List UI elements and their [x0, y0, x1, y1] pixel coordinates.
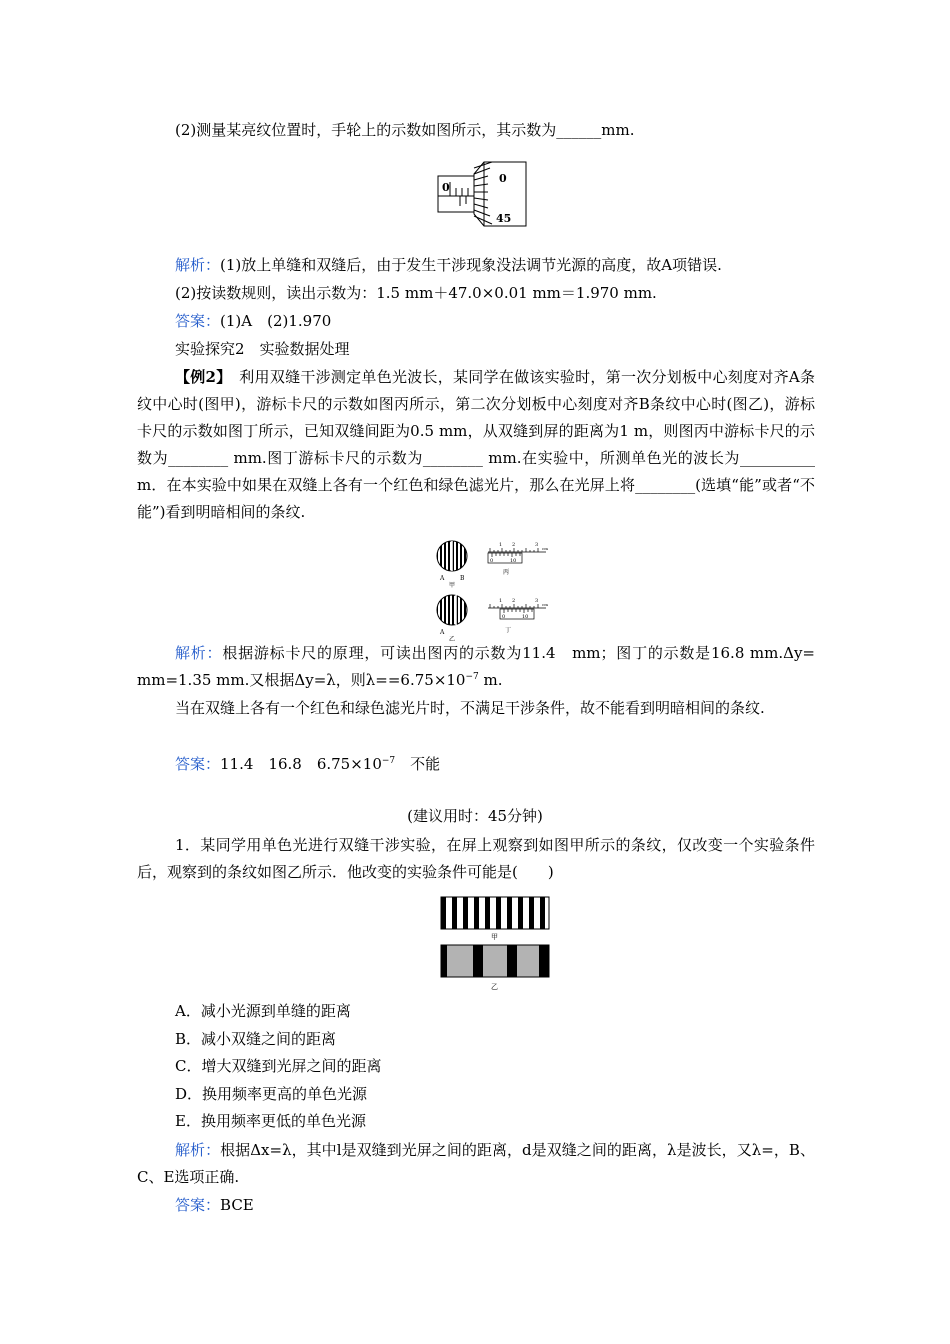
answer-label: 答案： [175, 1196, 221, 1214]
answer-text: BCE [220, 1196, 254, 1214]
answer-1 [175, 309, 331, 333]
label-yi: 乙 [449, 636, 456, 642]
vernier-bing-10: 10 [510, 558, 517, 564]
answer-2 [175, 752, 440, 776]
analysis-text-1: 根据游标卡尺的原理，可读出图丙的示数为11.4 mm；图丁的示数是16.8 mm.Δy= mm=1.35 mm.又根据Δy=λ，则λ==6.75×10 [137, 644, 815, 689]
label-bing: 丙 [503, 569, 510, 576]
analysis-text: (1)放上单缝和双缝后，由于发生干涉现象没法调节光源的高度，故A项错误. [220, 256, 722, 274]
question-1-analysis [137, 1137, 815, 1191]
example-tag: 【例2】 [175, 368, 225, 386]
micrometer-figure [436, 160, 528, 228]
tick-bing-2: 2 [512, 542, 516, 548]
unit-ding: cm [542, 602, 549, 607]
label-yi-fringe: 乙 [491, 983, 498, 991]
label-jia: 甲 [449, 582, 456, 589]
question-1-stem: 1．某同学用单色光进行双缝干涉实验，在屏上观察到如图甲所示的条纹，仅改变一个实验条件后，观察到的条纹如图乙所示．他改变的实验条件可能是( ) [137, 836, 815, 881]
tick-ding-2: 2 [512, 598, 516, 604]
vernier-ding-0: 0 [502, 614, 506, 620]
time-hint: (建议用时：45分钟) [407, 807, 543, 825]
unit-bing: cm [542, 546, 549, 551]
analysis-text: 根据Δx=λ，其中l是双缝到光屏之间的距离，d是双缝之间的距离，λ是波长，又λ=，B、C、E选项正确. [137, 1141, 815, 1186]
fringe-figure [440, 896, 550, 992]
option-c: C．增大双缝到光屏之间的距离 [175, 1057, 382, 1075]
example-2-figure [432, 538, 556, 642]
option-d: D．换用频率更高的单色光源 [175, 1085, 368, 1103]
analysis-2-paragraph [137, 640, 815, 694]
micrometer-scale-top: 0 [499, 172, 507, 185]
label-B-top: B [460, 575, 465, 582]
answer-text: (1)A (2)1.970 [220, 312, 332, 330]
analysis-label: 解析： [175, 644, 223, 662]
label-jia-fringe: 甲 [491, 933, 498, 941]
analysis-exponent: −7 [465, 672, 479, 682]
answer-text-end: 不能 [395, 755, 441, 773]
answer-label: 答案： [175, 312, 221, 330]
analysis-label: 解析： [175, 256, 221, 274]
tick-bing-3: 3 [535, 542, 539, 548]
vernier-bing-0: 0 [490, 558, 494, 564]
answer-exponent: −7 [381, 756, 396, 766]
option-e: E．换用频率更低的单色光源 [175, 1112, 366, 1130]
analysis-1-line-2: (2)按读数规则，读出示数为：1.5 mm＋47.0×0.01 mm＝1.970 mm. [175, 284, 657, 302]
analysis-1-line-1 [175, 253, 722, 277]
label-ding: 丁 [505, 627, 512, 634]
tick-ding-1: 1 [499, 598, 503, 604]
label-A-top: A [440, 575, 445, 582]
tick-bing-1: 1 [499, 542, 503, 548]
analysis-2-paragraph-2: 当在双缝上各有一个红色和绿色滤光片时，不满足干涉条件，故不能看到明暗相间的条纹. [175, 699, 765, 717]
question-2-prompt: (2)测量某亮纹位置时，手轮上的示数如图所示，其示数为______mm. [175, 121, 635, 139]
analysis-text-1-end: m. [478, 671, 503, 689]
analysis-label: 解析： [175, 1141, 221, 1159]
example-text: 利用双缝干涉测定单色光波长，某同学在做该实验时，第一次分划板中心刻度对齐A条纹中心时(图甲)，游标卡尺的示数如图丙所示，第二次分划板中心刻度对齐B条纹中心时(图乙)，游标卡尺的示数如图丁所示，已知双缝间距为0.5 mm，从双缝到屏的距离为1 m，则图丙中游标卡尺的示数为________ mm.图丁游标卡尺的示数为________ mm.在实验中，所测单色光的波长为__________ m．在本实验中如果在双缝上各有一个红色和绿色滤光片，那么在光屏上将________(选填“能”或者“不能”)看到明暗相间的条纹. [137, 368, 816, 521]
vernier-ding-10: 10 [522, 614, 529, 620]
option-b: B．减小双缝之间的距离 [175, 1030, 337, 1048]
micrometer-scale-bottom: 45 [496, 212, 512, 225]
option-a: A．减小光源到单缝的距离 [175, 1002, 351, 1020]
micrometer-main-zero: 0 [442, 181, 450, 194]
label-A-bottom: A [440, 629, 445, 636]
example-2-paragraph [137, 364, 815, 526]
question-1-answer [175, 1193, 254, 1217]
answer-label: 答案： [175, 755, 221, 773]
section-title: 实验探究2 实验数据处理 [175, 340, 350, 358]
answer-text: 11.4 16.8 6.75×10 [220, 755, 382, 773]
tick-ding-3: 3 [535, 598, 539, 604]
